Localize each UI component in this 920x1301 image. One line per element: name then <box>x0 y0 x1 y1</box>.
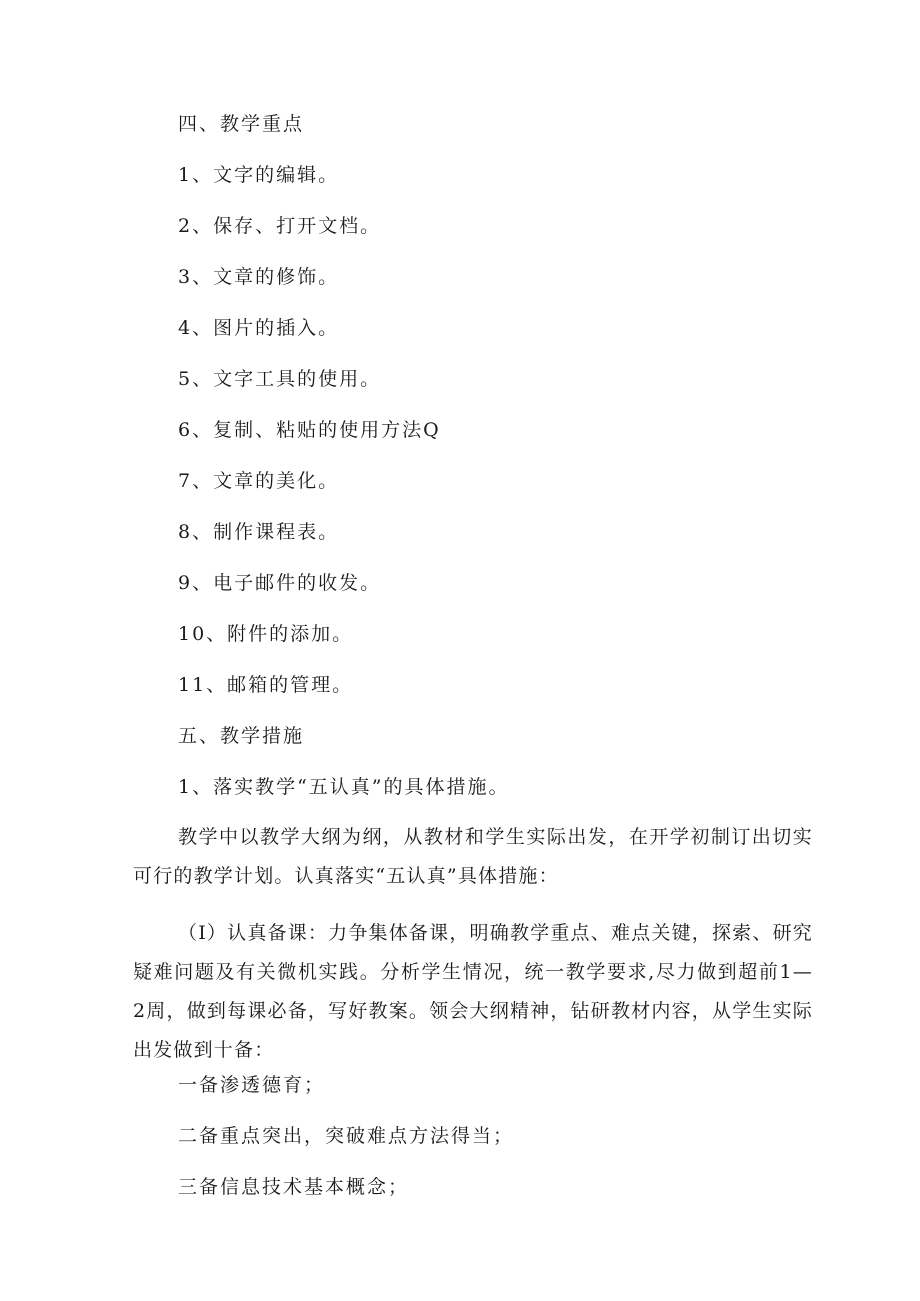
list-item: 9、电子邮件的收发。 <box>178 572 382 594</box>
paragraph-lesson-preparation: （I）认真备课：力争集体备课，明确教学重点、难点关键，探索、研究疑难问题及有关微机实践。分析学生情况，统一教学要求,尽力做到超前1—2周，做到每课必备，写好教案。领会大纲精神，钻研教材内容，从学生实际出发做到十备： <box>133 922 813 1061</box>
list-item: 1、文字的编辑。 <box>178 164 340 186</box>
list-item: 11、邮箱的管理。 <box>178 674 354 696</box>
list-item: 二备重点突出，突破难点方法得当； <box>178 1125 515 1147</box>
list-item: 4、图片的插入。 <box>178 317 340 339</box>
section-heading-teaching-measures: 五、教学措施 <box>178 725 305 747</box>
measure-item: 1、落实教学“五认真”的具体措施。 <box>178 776 510 798</box>
list-item: 5、文字工具的使用。 <box>178 368 382 390</box>
list-item: 2、保存、打开文档。 <box>178 215 382 237</box>
section-heading-teaching-focus: 四、教学重点 <box>178 113 305 135</box>
list-item: 3、文章的修饰。 <box>178 266 340 288</box>
list-item: 7、文章的美化。 <box>178 470 340 492</box>
paragraph-teaching-plan: 教学中以教学大纲为纲，从教材和学生实际出发，在开学初制订出切实可行的教学计划。认真落实“五认真”具体措施： <box>133 826 813 887</box>
list-item: 8、制作课程表。 <box>178 521 340 543</box>
list-item: 10、附件的添加。 <box>178 623 354 645</box>
list-item: 6、复制、粘贴的使用方法Q <box>178 419 441 441</box>
list-item: 一备渗透德育； <box>178 1074 326 1096</box>
list-item: 三备信息技术基本概念； <box>178 1176 410 1198</box>
